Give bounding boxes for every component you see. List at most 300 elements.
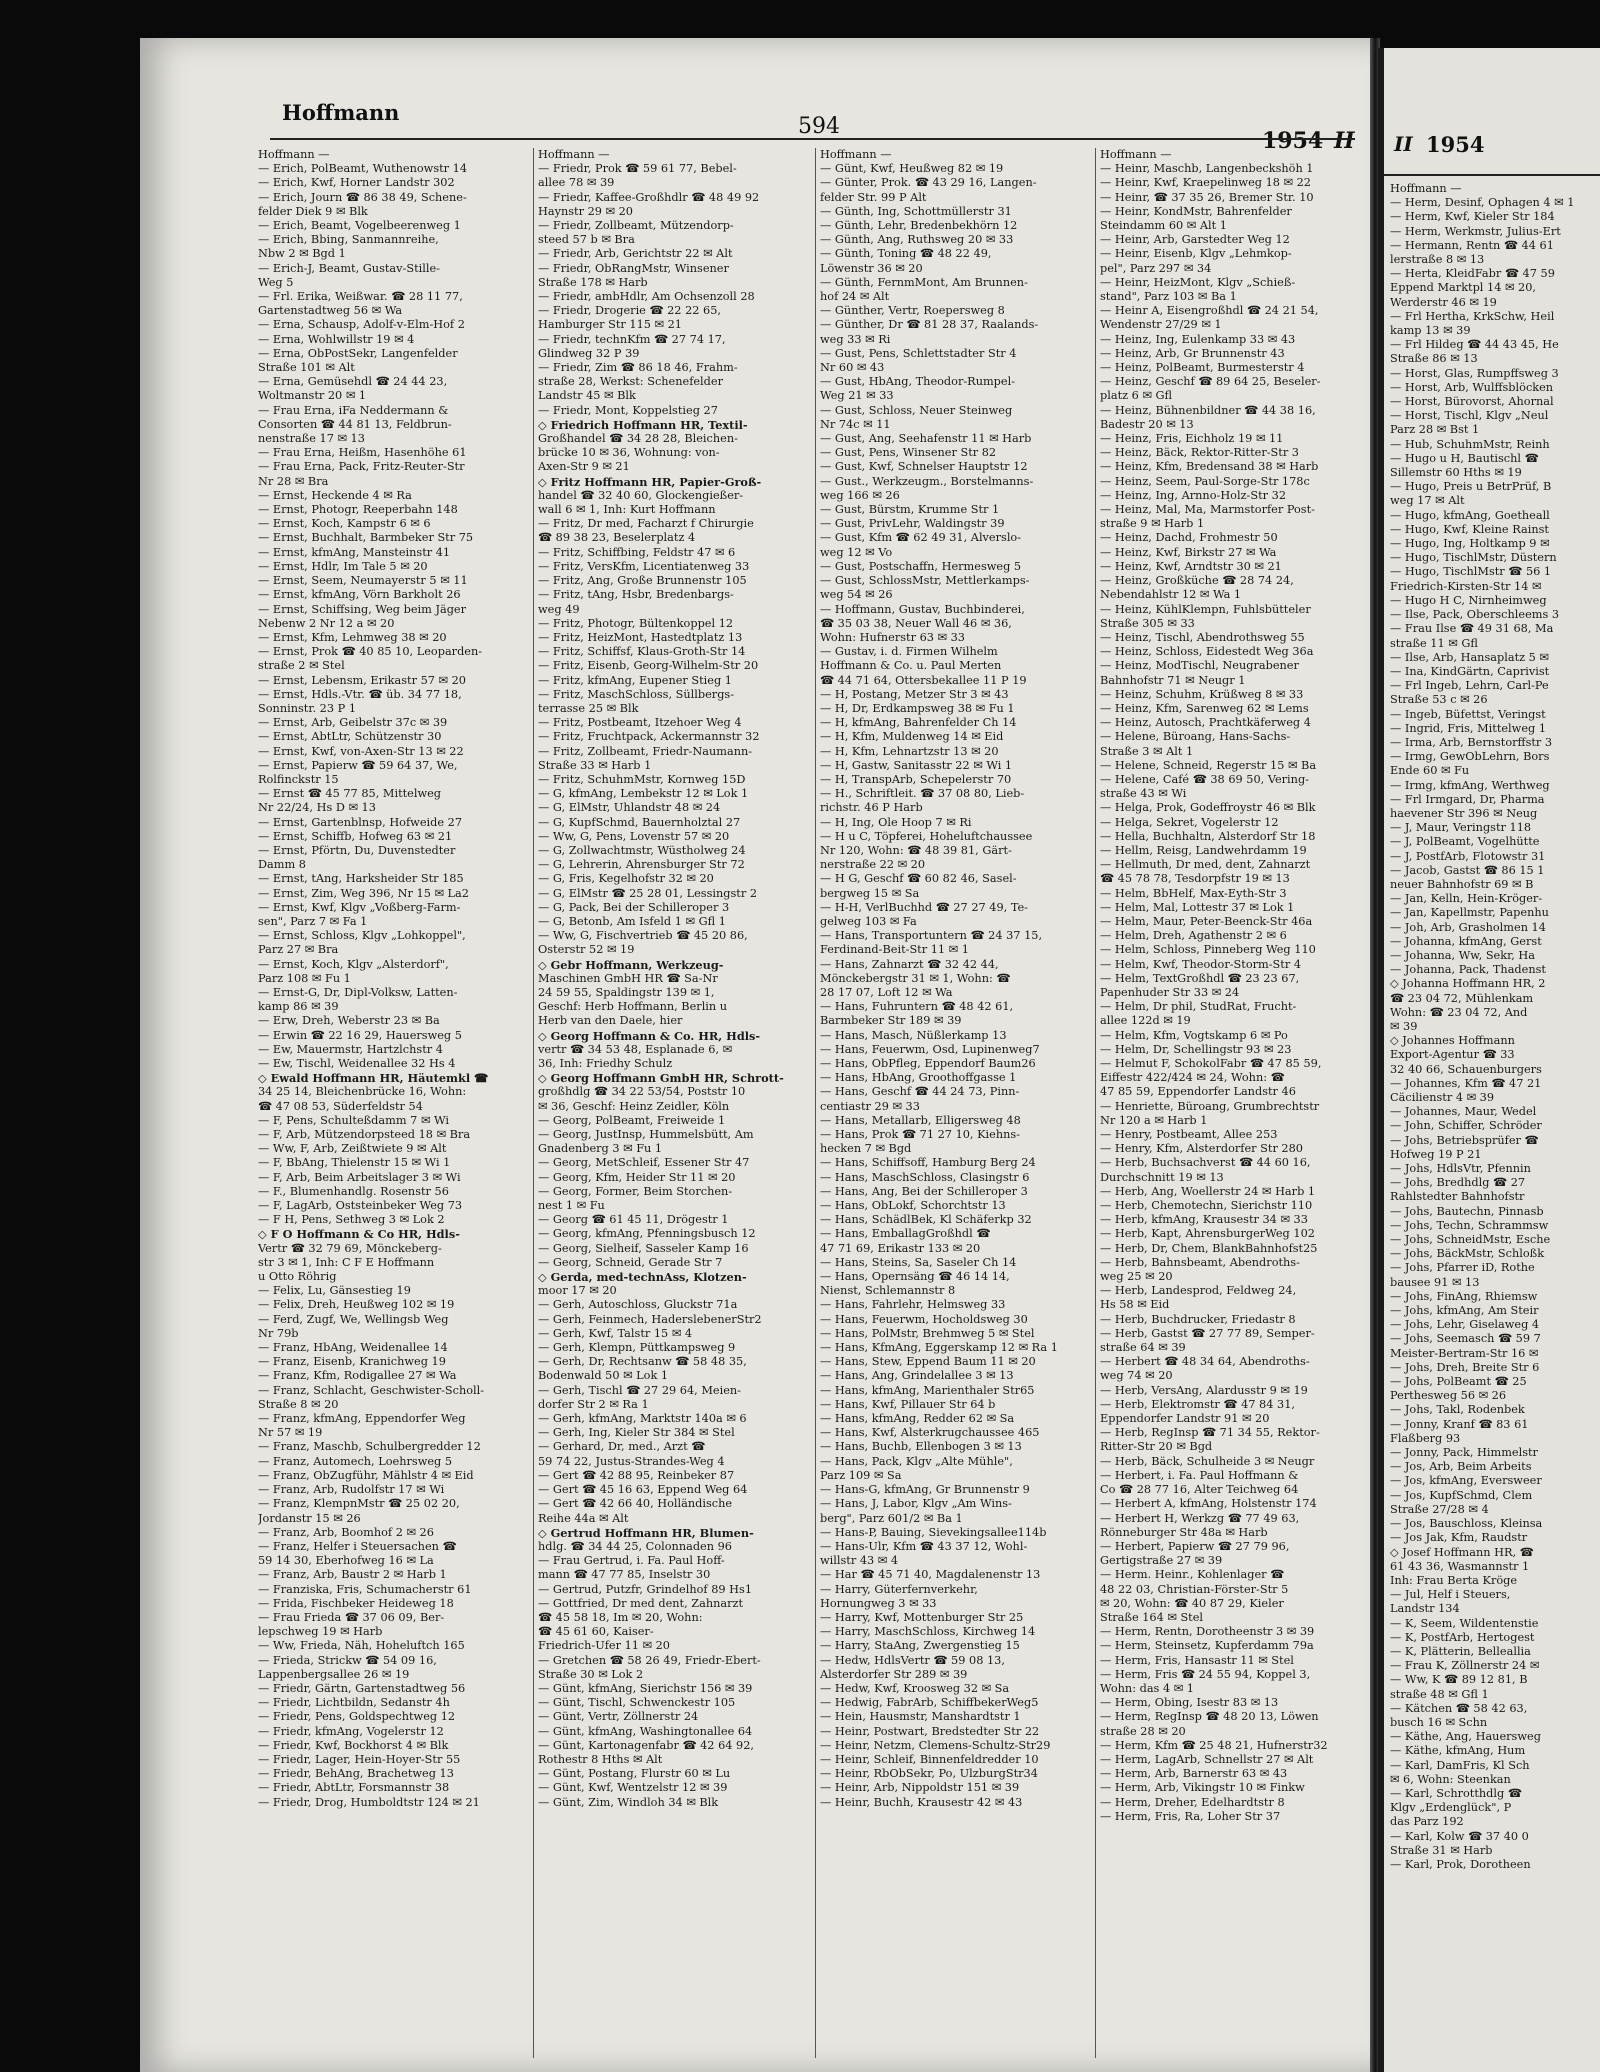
directory-entry: — Günth, Ing, Schottmüllerstr 31 (820, 204, 1012, 218)
directory-entry: — Heinr, KondMstr, Bahrenfelder (1100, 204, 1292, 218)
directory-entry: — Fritz, MaschSchloss, Süllbergs- (538, 687, 735, 701)
directory-entry: — Günt, Kartonagenfabr ☎ 42 64 92, (538, 1738, 755, 1752)
directory-entry: — K, PostfArb, Hertogest (1390, 1630, 1535, 1644)
directory-entry: — Hans, ObLokf, Schorchtstr 13 (820, 1199, 1006, 1213)
directory-entry: Straße 31 ✉ Harb (1390, 1843, 1493, 1857)
directory-entry: — John, Schiffer, Schröder (1390, 1119, 1542, 1133)
directory-entry: — Herm, Fris, Ra, Loher Str 37 (1100, 1809, 1281, 1823)
directory-entry: Rahlstedter Bahnhofstr (1390, 1190, 1525, 1204)
directory-entry: — Heinz, Bäck, Rektor-Ritter-Str 3 (1100, 446, 1299, 460)
directory-entry: — Hans, Opernsäng ☎ 46 14 14, (820, 1270, 1010, 1284)
directory-entry: — Herb, Dr, Chem, BlankBahnhofst25 (1100, 1241, 1318, 1255)
directory-entry: — Heinz, Arb, Gr Brunnenstr 43 (1100, 346, 1285, 360)
directory-entry: — Friedr, Zollbeamt, Mützendorp- (538, 219, 734, 233)
directory-entry: — H-H, VerlBuchhd ☎ 27 27 49, Te- (820, 900, 1028, 914)
directory-entry: — Ernst, tAng, Harksheider Str 185 (258, 872, 464, 886)
directory-entry: — Ww, G, Pens, Lovenstr 57 ✉ 20 (538, 829, 730, 843)
directory-entry: ◇ Gertrud Hoffmann HR, Blumen- (538, 1525, 754, 1540)
directory-entry: — Johs, BäckMstr, Schloßk (1390, 1247, 1545, 1261)
directory-entry: — H., Schriftleit. ☎ 37 08 80, Lieb- (820, 787, 1025, 801)
directory-entry: — Ingeb, Büfettst, Veringst (1390, 707, 1546, 721)
directory-entry: — Erich, Kwf, Horner Landstr 302 (258, 176, 455, 190)
directory-entry: — Hans, Steins, Sa, Saseler Ch 14 (820, 1255, 1017, 1269)
directory-entry: — H, Postang, Metzer Str 3 ✉ 43 (820, 687, 1009, 701)
directory-entry: — Günt, Kwf, Heußweg 82 ✉ 19 (820, 162, 1004, 176)
directory-entry: Jordanstr 15 ✉ 26 (258, 1511, 361, 1525)
directory-entry: — K, Plätterin, Belleallia (1390, 1644, 1531, 1658)
directory-entry: — Hans, ObPfleg, Eppendorf Baum26 (820, 1057, 1036, 1070)
directory-entry: 36, Inh: Friedhy Schulz (538, 1057, 673, 1070)
directory-entry: — Johanna, Pack, Thadenst (1390, 963, 1546, 977)
directory-entry: Export-Agentur ☎ 33 (1390, 1048, 1515, 1062)
directory-entry: — Herb, VersAng, Alardusstr 9 ✉ 19 (1100, 1383, 1308, 1397)
directory-entry: — G, Zollwachtmstr, Wüstholweg 24 (538, 843, 746, 857)
directory-entry: Nr 28 ✉ Bra (258, 474, 329, 488)
directory-entry: — Herm, Werkmstr, Julius-Ert (1390, 224, 1561, 238)
directory-entry: — Hugo, kfmAng, Goetheall (1390, 508, 1550, 522)
directory-entry: — Hellmuth, Dr med, dent, Zahnarzt (1100, 858, 1311, 872)
directory-entry: Hamburger Str 115 ✉ 21 (538, 318, 682, 332)
directory-entry: — Hoffmann, Gustav, Buchbinderei, (820, 602, 1025, 616)
directory-entry: Nebenw 2 Nr 12 a ✉ 20 (258, 616, 395, 630)
directory-entry: — Heinr, Netzm, Clemens-Schultz-Str29 (820, 1738, 1051, 1752)
right-page-column (1390, 182, 1600, 2072)
directory-entry: — Ww, F, Arb, Zeißtwiete 9 ✉ Alt (258, 1142, 447, 1156)
directory-entry: — Ew, Mauermstr, Hartzlchstr 4 (258, 1042, 443, 1056)
directory-entry: lepschweg 19 ✉ Harb (258, 1625, 383, 1639)
directory-entry: — Franz, Automech, Loehrsweg 5 (258, 1454, 453, 1468)
directory-entry: — Gust, SchlossMstr, Mettlerkamps- (820, 574, 1030, 588)
directory-entry: terrasse 25 ✉ Blk (538, 701, 639, 715)
directory-entry: Nr 120 a ✉ Harb 1 (1100, 1113, 1208, 1127)
directory-entry: — Johs, Seemasch ☎ 59 7 (1390, 1332, 1541, 1346)
directory-entry: nerstraße 22 ✉ 20 (820, 858, 926, 872)
directory-entry: berg", Parz 601/2 ✉ Ba 1 (820, 1511, 963, 1525)
directory-entry: — Ernst, Buchhalt, Barmbeker Str 75 (258, 531, 474, 545)
directory-entry: — K, Seem, Wildentenstie (1390, 1616, 1539, 1630)
directory-entry: — Heinz, ModTischl, Neugrabener (1100, 659, 1299, 673)
directory-entry: — Heinr, Arb, Nippoldstr 151 ✉ 39 (820, 1781, 1020, 1795)
directory-entry: straße 9 ✉ Harb 1 (1100, 517, 1205, 531)
directory-entry: Nr 74c ✉ 11 (820, 417, 891, 431)
column-divider (815, 148, 816, 2058)
directory-entry: — Helene, Büroang, Hans-Sachs- (1100, 730, 1291, 744)
directory-entry: Eiffestr 422/424 ✉ 24, Wohn: ☎ (1100, 1071, 1285, 1085)
directory-entry: — Jos, KupfSchmd, Clem (1390, 1488, 1533, 1502)
directory-entry: — Fritz, SchuhmMstr, Kornweg 15D (538, 772, 746, 786)
directory-entry: großhdlg ☎ 34 22 53/54, Poststr 10 (538, 1085, 746, 1099)
directory-entry: ◇ Johannes Hoffmann (1390, 1034, 1515, 1048)
directory-entry: ☎ 44 71 64, Ottersbekallee 11 P 19 (820, 673, 1027, 687)
directory-entry: — Franz, Arb, Rudolfstr 17 ✉ Wi (258, 1483, 445, 1497)
directory-entry: — H, Ing, Ole Hoop 7 ✉ Ri (820, 815, 972, 829)
directory-entry: — Georg, Kfm, Heider Str 11 ✉ 20 (538, 1170, 736, 1184)
directory-entry: — H, kfmAng, Bahrenfelder Ch 14 (820, 716, 1017, 730)
directory-entry: Straße 101 ✉ Alt (258, 361, 355, 375)
directory-entry: — Frl Hildeg ☎ 44 43 45, He (1390, 338, 1559, 352)
directory-entry: ☎ 89 38 23, Beselerplatz 4 (538, 531, 696, 545)
directory-entry: — Gust, Kfm ☎ 62 49 31, Alverslo- (820, 531, 1022, 545)
directory-entry: — Hans, EmballagGroßhdl ☎ (820, 1227, 991, 1241)
directory-entry: — Ernst, Heckende 4 ✉ Ra (258, 488, 412, 502)
directory-entry: — G, Lehrerin, Ahrensburger Str 72 (538, 858, 745, 872)
directory-entry: — Herb, Bäck, Schulheide 3 ✉ Neugr (1100, 1454, 1315, 1468)
directory-entry: — Helm, BbHelf, Max-Eyth-Str 3 (1100, 886, 1287, 900)
directory-entry: — Hans, Buchb, Ellenbogen 3 ✉ 13 (820, 1440, 1022, 1454)
directory-entry: — Ina, KindGärtn, Caprivist (1390, 664, 1550, 678)
directory-entry: ☎ 23 04 72, Mühlenkam (1390, 991, 1534, 1005)
directory-entry: — Jan, Kelln, Hein-Kröger- (1390, 892, 1543, 906)
directory-entry: — Hermann, Rentn ☎ 44 61 (1390, 238, 1554, 252)
directory-entry: — Horst, Arb, Wulffsblöcken (1390, 380, 1554, 394)
directory-entry: — Gerh, Autoschloss, Gluckstr 71a (538, 1298, 738, 1312)
directory-entry: — Hans, SchädlBek, Kl Schäferkp 32 (820, 1213, 1032, 1227)
directory-entry: Rothestr 8 Hths ✉ Alt (538, 1752, 663, 1766)
directory-entry: — Ernst, Pförtn, Du, Duvenstedter (258, 843, 456, 857)
directory-entry: straße 43 ✉ Wi (1100, 787, 1187, 801)
directory-entry: — Franz, Eisenb, Kranichweg 19 (258, 1355, 446, 1369)
directory-entry: Herb van den Daele, hier (538, 1014, 683, 1028)
directory-entry: nest 1 ✉ Fu (538, 1199, 605, 1213)
directory-entry: — Helga, Prok, Godeffroystr 46 ✉ Blk (1100, 801, 1316, 815)
directory-entry: Hornungweg 3 ✉ 33 (820, 1596, 937, 1610)
directory-entry: sen", Parz 7 ✉ Fa 1 (258, 914, 368, 928)
directory-entry: — Jan, Kapellmstr, Papenhu (1390, 906, 1549, 920)
directory-entry: — Herm. Heinr., Kohlenlager ☎ (1100, 1568, 1285, 1582)
directory-entry: — Johs, Bautechn, Pinnasb (1390, 1204, 1544, 1218)
directory-entry: — Hans, Prok ☎ 71 27 10, Kiehns- (820, 1128, 1021, 1142)
directory-entry: — Hein, Hausmstr, Manshardtstr 1 (820, 1710, 1021, 1724)
directory-entry: — Karl, DamFris, Kl Sch (1390, 1758, 1530, 1772)
directory-entry: — Franz, Helfer i Steuersachen ☎ (258, 1539, 457, 1553)
directory-entry: 34 25 14, Bleichenbrücke 16, Wohn: (258, 1085, 467, 1099)
directory-entry: — Käthe, Ang, Hauersweg (1390, 1730, 1541, 1744)
directory-entry: felder Diek 9 ✉ Blk (258, 204, 368, 218)
directory-entry: — Frau Ilse ☎ 49 31 68, Ma (1390, 622, 1554, 636)
directory-entry: — Herbert, i. Fa. Paul Hoffmann & (1100, 1468, 1299, 1482)
directory-entry: — Helene, Café ☎ 38 69 50, Vering- (1100, 772, 1309, 786)
directory-entry: — Har ☎ 45 71 40, Magdalenenstr 13 (820, 1568, 1041, 1582)
directory-entry: — Georg, MetSchleif, Essener Str 47 (538, 1156, 750, 1170)
directory-entry: — Fritz, tAng, Hsbr, Bredenbargs- (538, 588, 734, 602)
directory-entry: Nr 60 ✉ 43 (820, 361, 885, 375)
directory-entry: ☎ 47 08 53, Süderfeldstr 54 (258, 1099, 423, 1113)
directory-entry: straße 11 ✉ Gfl (1390, 636, 1478, 650)
directory-entry: Parz 109 ✉ Sa (820, 1468, 902, 1482)
directory-entry: — Hans, Transportuntern ☎ 24 37 15, (820, 929, 1043, 943)
directory-entry: — Heinr, Maschb, Langenbeckshöh 1 (1100, 162, 1314, 176)
directory-entry: — Jos, kfmAng, Eversweer (1390, 1474, 1542, 1488)
directory-entry: allee 122d ✉ 19 (1100, 1014, 1191, 1028)
directory-entry: Papenhuder Str 33 ✉ 24 (1100, 985, 1240, 999)
directory-entry: — Johs, Dreh, Breite Str 6 (1390, 1360, 1540, 1374)
directory-entry: nenstraße 17 ✉ 13 (258, 432, 365, 446)
directory-entry: — Ernst, Gartenblnsp, Hofweide 27 (258, 815, 463, 829)
directory-entry: — Harry, Kwf, Mottenburger Str 25 (820, 1610, 1024, 1624)
directory-entry: 24 59 55, Spaldingstr 139 ✉ 1, (538, 985, 715, 999)
directory-entry: — Gust, Schloss, Neuer Steinweg (820, 403, 1013, 417)
directory-entry: — F, Arb, Mützendorpsteed 18 ✉ Bra (258, 1128, 471, 1142)
directory-entry: — Ew, Tischl, Weidenallee 32 Hs 4 (258, 1057, 456, 1070)
directory-entry: — Herm, RegInsp ☎ 48 20 13, Löwen (1100, 1710, 1319, 1724)
directory-entry: — H, TranspArb, Schepelerstr 70 (820, 772, 1012, 786)
directory-entry: — Georg, Schneid, Gerade Str 7 (538, 1255, 723, 1269)
directory-entry: — Gustav, i. d. Firmen Wilhelm (820, 645, 998, 659)
directory-entry: — Johanna, kfmAng, Gerst (1390, 934, 1542, 948)
directory-entry: — Herbert H, Werkzg ☎ 77 49 63, (1100, 1511, 1300, 1525)
directory-entry: kamp 13 ✉ 39 (1390, 324, 1471, 338)
column-divider (1095, 148, 1096, 2058)
directory-entry: Friedrich-Kirsten-Str 14 ✉ (1390, 579, 1542, 593)
directory-entry: Straße 178 ✉ Harb (538, 275, 648, 289)
directory-entry: — Ernst, Papierw ☎ 59 64 37, We, (258, 758, 458, 772)
directory-entry: — Karl, Kolw ☎ 37 40 0 (1390, 1829, 1529, 1843)
directory-entry: — Heinz, Seem, Paul-Sorge-Str 178c (1100, 474, 1310, 488)
directory-entry: Landstr 45 ✉ Blk (538, 389, 636, 403)
directory-entry: Inh: Frau Berta Kröge (1390, 1573, 1518, 1587)
directory-entry: Vertr ☎ 32 79 69, Mönckeberg- (258, 1241, 442, 1255)
directory-entry: — Frau Erna, iFa Neddermann & (258, 403, 449, 417)
directory-entry: vertr ☎ 34 53 48, Esplanade 6, ✉ (538, 1042, 733, 1056)
directory-entry: — Franz, Arb, Baustr 2 ✉ Harb 1 (258, 1568, 447, 1582)
directory-entry: — Heinz, Ing, Arnno-Holz-Str 32 (1100, 488, 1287, 502)
directory-entry: straße 48 ✉ Gfl 1 (1390, 1687, 1489, 1701)
directory-entry: Straße 86 ✉ 13 (1390, 352, 1478, 366)
directory-entry: — Hugo, TischlMstr ☎ 56 1 (1390, 565, 1552, 579)
page-year: 1954 (1262, 128, 1324, 154)
directory-entry: — Herb, Buchdrucker, Friedastr 8 (1100, 1312, 1296, 1326)
directory-entry: Wohn: das 4 ✉ 1 (1100, 1681, 1194, 1695)
directory-entry: — G, kfmAng, Lembekstr 12 ✉ Lok 1 (538, 787, 749, 801)
directory-entry: — Frl Hertha, KrkSchw, Heil (1390, 309, 1555, 323)
directory-entry: 61 43 36, Wasmannstr 1 (1390, 1559, 1530, 1573)
directory-entry: — Heinz, Dachd, Frohmestr 50 (1100, 531, 1278, 545)
directory-entry: ◇ F O Hoffmann & Co HR, Hdls- (258, 1227, 460, 1242)
directory-entry: — Herm, Steinsetz, Kupferdamm 79a (1100, 1639, 1314, 1653)
directory-entry: Parz 27 ✉ Bra (258, 943, 339, 957)
directory-entry: — Hans, PolMstr, Brehmweg 5 ✉ Stel (820, 1326, 1035, 1340)
directory-entry: — Günther, Dr ☎ 81 28 37, Raalands- (820, 318, 1039, 332)
directory-entry: Consorten ☎ 44 81 13, Feldbrun- (258, 417, 452, 431)
directory-entry: Osterstr 52 ✉ 19 (538, 943, 635, 957)
directory-entry: — Hedwig, FabrArb, SchiffbekerWeg5 (820, 1696, 1039, 1710)
directory-entry: Hs 58 ✉ Eid (1100, 1298, 1170, 1312)
directory-entry: — Ernst, Zim, Weg 396, Nr 15 ✉ La2 (258, 886, 469, 900)
directory-entry: — Frau K, Zöllnerstr 24 ✉ (1390, 1659, 1540, 1673)
directory-entry: — Ernst, kfmAng, Vörn Barkholt 26 (258, 588, 461, 602)
directory-entry: — Karl, Schrotthdlg ☎ (1390, 1786, 1522, 1800)
directory-entry: mann ☎ 47 77 85, Inselstr 30 (538, 1568, 711, 1582)
directory-entry: — F H, Pens, Sethweg 3 ✉ Lok 2 (258, 1213, 445, 1227)
directory-entry: moor 17 ✉ 20 (538, 1284, 617, 1298)
directory-entry: dorfer Str 2 ✉ Ra 1 (538, 1397, 649, 1411)
directory-entry: — Helm, Dr, Schellingstr 93 ✉ 23 (1100, 1042, 1292, 1056)
directory-entry: — Frida, Fischbeker Heideweg 18 (258, 1596, 454, 1610)
directory-entry: — Helm, Kfm, Vogtskamp 6 ✉ Po (1100, 1028, 1288, 1042)
directory-entry: — Hans, Ang, Grindelallee 3 ✉ 13 (820, 1369, 1014, 1383)
directory-entry: Straße 164 ✉ Stel (1100, 1610, 1204, 1624)
directory-entry: Rönneburger Str 48a ✉ Harb (1100, 1525, 1268, 1539)
directory-entry: — Friedr, technKfm ☎ 27 74 17, (538, 332, 726, 346)
directory-entry: Barmbeker Str 189 ✉ 39 (820, 1014, 962, 1028)
directory-entry: — F, Arb, Beim Arbeitslager 3 ✉ Wi (258, 1170, 461, 1184)
directory-entry: — Herbert ☎ 48 34 64, Abendroths- (1100, 1355, 1310, 1369)
directory-entry: — Ernst, Schiffb, Hofweg 63 ✉ 21 (258, 829, 453, 843)
directory-entry: straße 64 ✉ 39 (1100, 1341, 1186, 1355)
directory-entry: Parz 28 ✉ Bst 1 (1390, 423, 1480, 437)
directory-entry: str 3 ✉ 1, Inh: C F E Hoffmann (258, 1255, 435, 1269)
directory-entry: — Ferd, Zugf, We, Wellingsb Weg (258, 1312, 449, 1326)
directory-entry: — Ernst, Koch, Kampstr 6 ✉ 6 (258, 517, 431, 531)
directory-entry: — Hugo, Ing, Holtkamp 9 ✉ (1390, 537, 1550, 551)
directory-entry: — Hella, Buchhaltn, Alsterdorf Str 18 (1100, 829, 1316, 843)
directory-entry: — Georg, Sielheif, Sasseler Kamp 16 (538, 1241, 749, 1255)
directory-entry: — G, Pack, Bei der Schilleroper 3 (538, 900, 730, 914)
directory-entry: Wohn: ☎ 23 04 72, And (1390, 1005, 1528, 1019)
directory-entry: ◇ Ewald Hoffmann HR, Häutemkl ☎ (258, 1071, 489, 1086)
directory-entry: — Horst, Tischl, Klgv „Neul (1390, 409, 1549, 423)
directory-entry: — Herm, Fris ☎ 24 55 94, Koppel 3, (1100, 1667, 1311, 1681)
directory-entry: Landstr 134 (1390, 1602, 1460, 1616)
right-page (1378, 48, 1600, 2072)
directory-entry: ◇ Fritz Hoffmann HR, Papier-Groß- (538, 474, 762, 489)
directory-entry: — Gert ☎ 42 66 40, Holländische (538, 1497, 733, 1511)
directory-entry: — Ww, G, Fischvertrieb ☎ 45 20 86, (538, 929, 748, 943)
directory-entry: — Erna, Wohlwillstr 19 ✉ 4 (258, 332, 415, 346)
directory-entry: — Friedr, AbtLtr, Forsmannstr 38 (258, 1781, 450, 1795)
directory-entry: Reihe 44a ✉ Alt (538, 1511, 629, 1525)
directory-entry: — F., Blumenhandlg. Rosenstr 56 (258, 1184, 449, 1198)
directory-entry: — Heinz, Kfm, Sarenweg 62 ✉ Lems (1100, 701, 1309, 715)
directory-entry: Weg 5 (258, 275, 294, 289)
directory-entry: — Johannes, Kfm ☎ 47 21 (1390, 1076, 1542, 1090)
directory-entry: — F, LagArb, Oststeinbeker Weg 73 (258, 1199, 463, 1213)
directory-entry: — Erich, Bbing, Sanmannreihe, (258, 233, 439, 247)
directory-entry: — Heinz, KühlKlempn, Fuhlsbütteler (1100, 602, 1311, 616)
directory-entry: — Franziska, Fris, Schumacherstr 61 (258, 1582, 472, 1596)
directory-entry: — Hans, Schiffsoff, Hamburg Berg 24 (820, 1156, 1036, 1170)
directory-entry: 28 17 07, Loft 12 ✉ Wa (820, 985, 953, 999)
directory-entry: Nr 22/24, Hs D ✉ 13 (258, 801, 376, 815)
directory-entry: bausee 91 ✉ 13 (1390, 1275, 1480, 1289)
directory-entry: straße 28, Werkst: Schenefelder (538, 375, 723, 389)
directory-entry: — F, Pens, Schulteßdamm 7 ✉ Wi (258, 1113, 450, 1127)
directory-entry: — Friedr, Arb, Gerichtstr 22 ✉ Alt (538, 247, 733, 261)
directory-entry: Haynstr 29 ✉ 20 (538, 204, 633, 218)
directory-entry: Ende 60 ✉ Fu (1390, 764, 1470, 778)
directory-entry: brücke 10 ✉ 36, Wohnung: von- (538, 446, 720, 460)
directory-entry: — Ernst, AbtLtr, Schützenstr 30 (258, 730, 442, 744)
directory-entry: allee 78 ✉ 39 (538, 176, 615, 190)
directory-entry: — Herb, Ang, Woellerstr 24 ✉ Harb 1 (1100, 1184, 1316, 1198)
directory-entry: — Gust, Pens, Winsener Str 82 (820, 446, 997, 460)
directory-entry: Gertigstraße 27 ✉ 39 (1100, 1554, 1223, 1568)
directory-entry: — Helm, Dreh, Agathenstr 2 ✉ 6 (1100, 929, 1287, 943)
directory-entry: — Ernst, Lebensm, Erikastr 57 ✉ 20 (258, 673, 466, 687)
directory-entry: — Georg, Former, Beim Storchen- (538, 1184, 733, 1198)
directory-entry: Geschf: Herb Hoffmann, Berlin u (538, 1000, 728, 1014)
directory-entry: u Otto Röhrig (258, 1270, 337, 1284)
directory-entry: — Günt, Postang, Flurstr 60 ✉ Lu (538, 1767, 731, 1781)
directory-entry: — Ernst-G, Dr, Dipl-Volksw, Latten- (258, 985, 458, 999)
directory-entry: — Franz, kfmAng, Eppendorfer Weg (258, 1412, 466, 1426)
directory-entry: — Hans, KfmAng, Eggerskamp 12 ✉ Ra 1 (820, 1341, 1058, 1355)
directory-entry: — Fritz, kfmAng, Eupener Stieg 1 (538, 673, 732, 687)
directory-entry: — Ernst, Kwf, Klgv „Voßberg-Farm- (258, 900, 461, 914)
directory-column-4 (1100, 148, 1370, 2068)
directory-entry: — Helm, Schloss, Pinneberg Weg 110 (1100, 943, 1316, 957)
directory-entry: — Gust, Pens, Schlettstadter Str 4 (820, 346, 1017, 360)
directory-entry: — Jonny, Pack, Himmelstr (1390, 1446, 1538, 1460)
directory-entry: — Jul, Helf i Steuers, (1390, 1588, 1511, 1602)
directory-entry: weg 49 (538, 602, 580, 616)
directory-entry: ☎ 45 78 78, Tesdorpfstr 19 ✉ 13 (1100, 872, 1290, 886)
directory-entry: — H G, Geschf ☎ 60 82 46, Sasel- (820, 872, 1017, 886)
directory-entry: — Gust, PrivLehr, Waldingstr 39 (820, 517, 1005, 531)
directory-entry: — Friedr, Lager, Hein-Hoyer-Str 55 (258, 1752, 461, 1766)
directory-entry: — Hans, Geschf ☎ 44 24 73, Pinn- (820, 1085, 1020, 1099)
directory-entry: — Jos, Arb, Beim Arbeits (1390, 1460, 1532, 1474)
directory-entry: — Günt, Tischl, Schwenckestr 105 (538, 1696, 736, 1710)
directory-entry: — Fritz, Zollbeamt, Friedr-Naumann- (538, 744, 753, 758)
directory-entry: — Herb, kfmAng, Krausestr 34 ✉ 33 (1100, 1213, 1308, 1227)
directory-entry: ✉ 20, Wohn: ☎ 40 87 29, Kieler (1100, 1596, 1284, 1610)
directory-entry: Hofweg 19 P 21 (1390, 1147, 1482, 1161)
directory-entry: — Irmg, GewObLehrn, Bors (1390, 750, 1550, 764)
directory-entry: — Franz, Kfm, Rodigallee 27 ✉ Wa (258, 1369, 457, 1383)
directory-entry: — Heinr, Schleif, Binnenfeldredder 10 (820, 1752, 1039, 1766)
directory-entry: ☎ 45 58 18, Im ✉ 20, Wohn: (538, 1610, 703, 1624)
directory-entry: bergweg 15 ✉ Sa (820, 886, 920, 900)
directory-entry: — Hans, Pack, Klgv „Alte Mühle", (820, 1454, 1013, 1468)
directory-entry: felder Str. 99 P Alt (820, 190, 927, 204)
directory-entry: — Günt, kfmAng, Sierichstr 156 ✉ 39 (538, 1681, 753, 1695)
directory-entry: Straße 53 c ✉ 26 (1390, 693, 1488, 707)
directory-entry: — Fritz, HeizMont, Hastedtplatz 13 (538, 630, 743, 644)
directory-entry: — Herm, Arb, Barnerstr 63 ✉ 43 (1100, 1767, 1288, 1781)
directory-entry: — Fritz, Fruchtpack, Ackermannstr 32 (538, 730, 760, 744)
directory-entry: — Ernst, Photogr, Reeperbahn 148 (258, 503, 458, 517)
directory-entry: — Herm, Kfm ☎ 25 48 21, Hufnerstr32 (1100, 1738, 1328, 1752)
directory-entry: das Parz 192 (1390, 1815, 1464, 1829)
directory-entry: — Ingrid, Fris, Mittelweg 1 (1390, 721, 1547, 735)
directory-entry: — Herm, LagArb, Schnellstr 27 ✉ Alt (1100, 1752, 1314, 1766)
directory-entry: Straße 8 ✉ 20 (258, 1397, 339, 1411)
directory-entry: — Ernst ☎ 45 77 85, Mittelweg (258, 787, 442, 801)
directory-entry: — Erwin ☎ 22 16 29, Hauersweg 5 (258, 1028, 462, 1042)
directory-column-1 (258, 148, 528, 2068)
directory-entry: — Herm, Dreher, Edelhardtstr 8 (1100, 1795, 1285, 1809)
directory-entry: — Hedw, Kwf, Kroosweg 32 ✉ Sa (820, 1681, 1010, 1695)
directory-entry: Hoffmann — (538, 148, 610, 161)
directory-entry: lerstraße 8 ✉ 13 (1390, 253, 1485, 267)
directory-entry: — Heinz, PolBeamt, Burmesterstr 4 (1100, 361, 1305, 375)
directory-entry: — Helm, Mal, Lottestr 37 ✉ Lok 1 (1100, 900, 1295, 914)
directory-entry: weg 25 ✉ 20 (1100, 1270, 1173, 1284)
directory-entry: straße 2 ✉ Stel (258, 659, 345, 673)
directory-entry: — Heinz, Fris, Eichholz 19 ✉ 11 (1100, 432, 1284, 446)
directory-entry: Wendenstr 27/29 ✉ 1 (1100, 318, 1222, 332)
directory-entry: — Käthe, kfmAng, Hum (1390, 1744, 1526, 1758)
directory-entry: — Friedr, Lichtbildn, Sedanstr 4h (258, 1696, 450, 1710)
directory-entry: — Felix, Lu, Gänsestieg 19 (258, 1284, 411, 1298)
directory-entry: — Hans-Ulr, Kfm ☎ 43 37 12, Wohl- (820, 1539, 1028, 1553)
directory-entry: — Heinz, Kwf, Arndtstr 30 ✉ 21 (1100, 559, 1282, 573)
directory-entry: — Johs, kfmAng, Am Steir (1390, 1304, 1539, 1318)
directory-entry: — Frl Irmgard, Dr, Pharma (1390, 792, 1545, 806)
directory-entry: — Gust, Bürstm, Krumme Str 1 (820, 503, 1000, 517)
directory-entry: platz 6 ✉ Gfl (1100, 389, 1173, 403)
